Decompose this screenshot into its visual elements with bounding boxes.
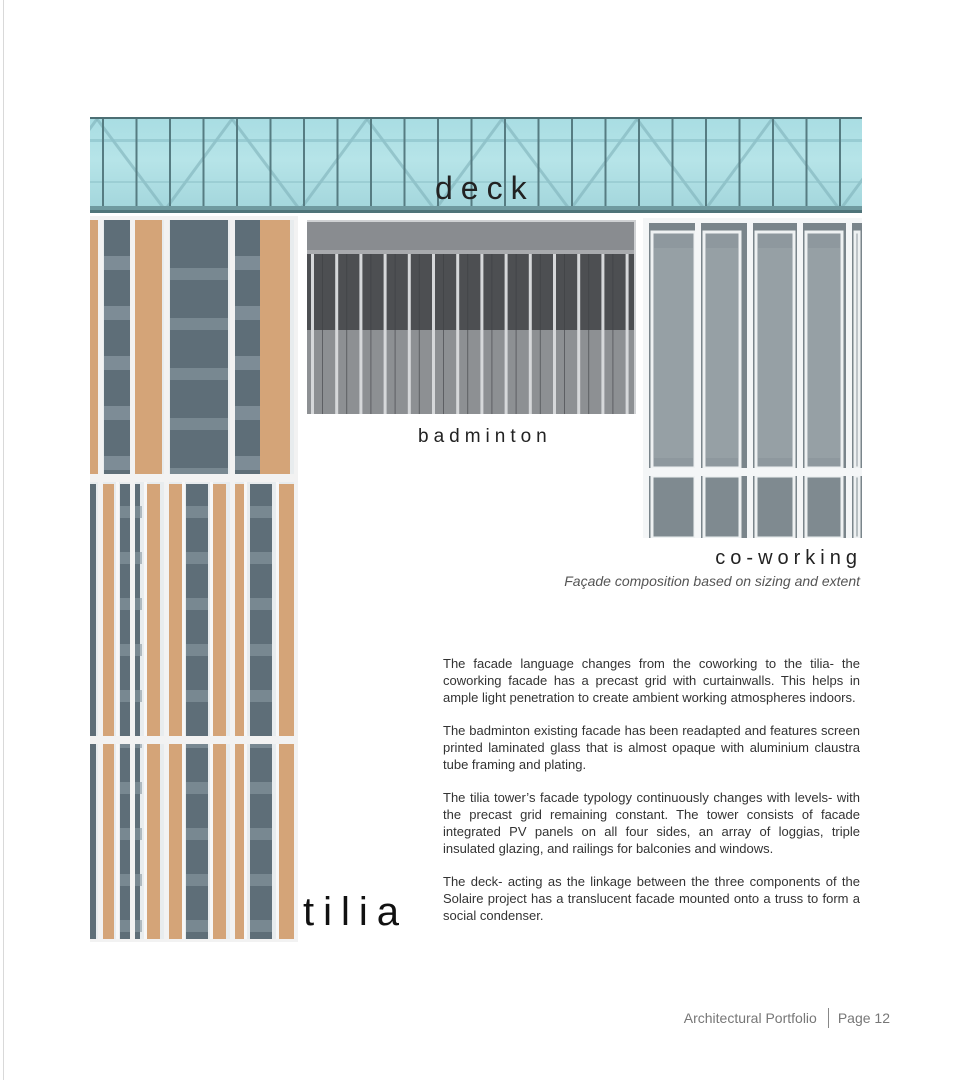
tilia-facade-image	[90, 216, 298, 942]
badminton-label: badminton	[418, 426, 552, 447]
page-footer	[684, 1008, 890, 1028]
page-edge-line	[3, 0, 4, 1080]
deck-label: deck	[435, 170, 535, 206]
figure-caption: Façade composition based on sizing and extent	[564, 573, 860, 589]
paragraph-deck: The deck- acting as the linkage between the three components of the Solaire project has a translucent facade mounted onto a truss to form a social condenser.	[443, 874, 860, 923]
description-text	[443, 655, 860, 940]
coworking-facade-image	[643, 218, 862, 538]
paragraph-tilia: The tilia tower’s facade typology continuously changes with levels- with the precast grid remaining constant. The tower consists of facade integrated PV panels on all four sides, an array of loggias, triple insulated glazing, and railings for balconies and windows.	[443, 790, 860, 856]
portfolio-title: Architectural Portfolio	[683, 1010, 817, 1026]
badminton-facade-image	[307, 220, 636, 414]
tilia-label: tilia	[303, 890, 409, 934]
coworking-label: co-working	[715, 547, 862, 569]
page-number: Page 12	[837, 1010, 890, 1026]
paragraph-badminton: The badminton existing facade has been readapted and features screen printed laminated glass that is almost opaque with aluminium claustra tube framing and plating.	[443, 723, 860, 772]
footer-divider	[828, 1008, 829, 1028]
paragraph-coworking: The facade language changes from the coworking to the tilia- the coworking facade has a precast grid with curtainwalls. This helps in ample light penetration to create ambient working atmospheres indoors.	[443, 656, 860, 705]
